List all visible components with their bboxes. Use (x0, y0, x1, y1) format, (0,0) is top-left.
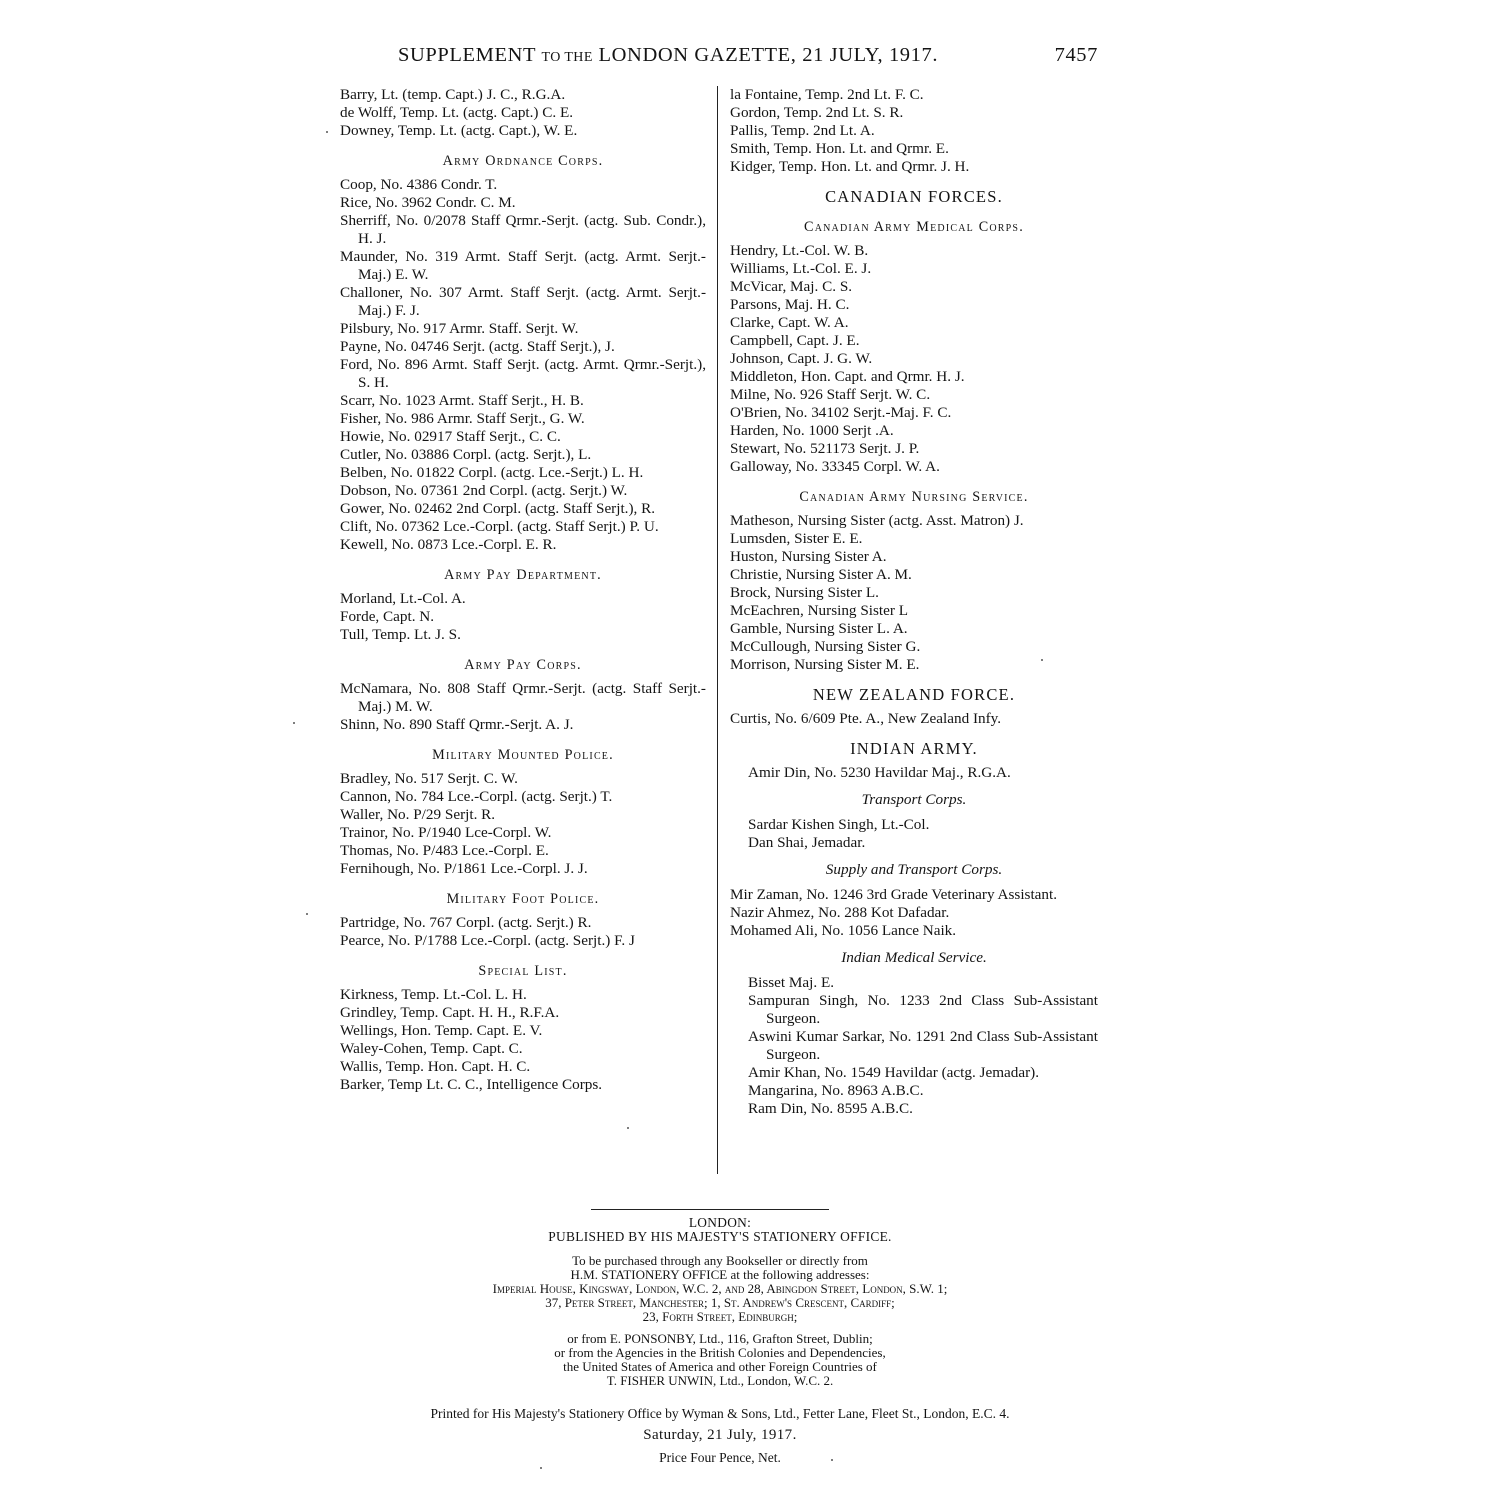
list-entry: Partridge, No. 767 Corpl. (actg. Serjt.) R. (340, 914, 592, 931)
list-entry: Kidger, Temp. Hon. Lt. and Qrmr. J. H. (730, 158, 970, 175)
list-entry: McNamara, No. 808 Staff Qrmr.-Serjt. (actg. Staff Serjt.-Maj.) M. W. (340, 680, 706, 715)
force-heading: INDIAN ARMY. (850, 739, 978, 758)
list-entry: Milne, No. 926 Staff Serjt. W. C. (730, 386, 931, 403)
imprint-publisher: PUBLISHED BY HIS MAJESTY'S STATIONERY OFFICE. (548, 1229, 892, 1244)
list-entry: Sardar Kishen Singh, Lt.-Col. (748, 816, 930, 833)
list-entry: Sherriff, No. 0/2078 Staff Qrmr.-Serjt. (actg. Sub. Condr.), H. J. (340, 212, 706, 247)
list-entry: Mohamed Ali, No. 1056 Lance Naik. (730, 922, 957, 939)
imprint-alternative: T. FISHER UNWIN, Ltd., London, W.C. 2. (606, 1373, 834, 1388)
list-entry: Cannon, No. 784 Lce.-Corpl. (actg. Serjt.) T. (340, 788, 613, 805)
list-entry: Bradley, No. 517 Serjt. C. W. (340, 770, 518, 787)
list-entry: Sampuran Singh, No. 1233 2nd Class Sub-Assistant Surgeon. (748, 992, 1098, 1027)
page-number: 7457 (1054, 44, 1098, 66)
imprint-purchase-line: H.M. STATIONERY OFFICE at the following addresses: (570, 1267, 870, 1282)
list-entry: McEachren, Nursing Sister L (730, 602, 908, 619)
publisher-imprint (330, 1216, 1110, 1388)
list-entry: Campbell, Capt. J. E. (730, 332, 860, 349)
issue-date: Saturday, 21 July, 1917. (643, 1427, 797, 1443)
page-header (398, 44, 1098, 67)
imprint-purchase-line: To be purchased through any Bookseller or directly from (572, 1253, 868, 1268)
list-entry: Mir Zaman, No. 1246 3rd Grade Veterinary Assistant. (730, 886, 1058, 903)
list-entry: Coop, No. 4386 Condr. T. (340, 176, 498, 193)
section-heading: Canadian Army Medical Corps. (804, 219, 1024, 235)
list-entry: Galloway, No. 33345 Corpl. W. A. (730, 458, 940, 475)
subsection-heading: Transport Corps. (861, 791, 967, 808)
list-entry: Williams, Lt.-Col. E. J. (730, 260, 872, 277)
imprint-alternative: or from the Agencies in the British Colonies and Dependencies, (554, 1345, 886, 1360)
list-entry: Huston, Nursing Sister A. (730, 548, 887, 565)
list-entry: Fernihough, No. P/1861 Lce.-Corpl. J. J. (340, 860, 588, 877)
list-entry: Gower, No. 02462 2nd Corpl. (actg. Staff Serjt.), R. (340, 500, 656, 517)
footer-rule (591, 1209, 829, 1210)
list-entry: Gordon, Temp. 2nd Lt. S. R. (730, 104, 904, 121)
section-heading: Military Mounted Police. (432, 747, 614, 763)
section-heading: Army Pay Department. (444, 567, 602, 583)
price-line: Price Four Pence, Net. (659, 1450, 781, 1465)
imprint-address: 23, Forth Street, Edinburgh; (642, 1309, 798, 1324)
list-entry: Matheson, Nursing Sister (actg. Asst. Matron) J. (730, 512, 1024, 529)
list-entry: de Wolff, Temp. Lt. (actg. Capt.) C. E. (340, 104, 574, 121)
force-heading: NEW ZEALAND FORCE. (812, 685, 1016, 704)
imprint-alternative: the United States of America and other Foreign Countries of (563, 1359, 877, 1374)
list-entry: Wellings, Hon. Temp. Capt. E. V. (340, 1022, 543, 1039)
list-entry: Ford, No. 896 Armt. Staff Serjt. (actg. Armt. Qrmr.-Serjt.), S. H. (340, 356, 706, 391)
list-entry: Aswini Kumar Sarkar, No. 1291 2nd Class Sub-Assistant Surgeon. (748, 1028, 1098, 1063)
list-entry: la Fontaine, Temp. 2nd Lt. F. C. (730, 86, 924, 103)
list-entry: Rice, No. 3962 Condr. C. M. (340, 194, 516, 211)
list-entry: Bisset Maj. E. (748, 974, 835, 991)
list-entry: Waley-Cohen, Temp. Capt. C. (340, 1040, 523, 1057)
section-heading: Military Foot Police. (446, 891, 600, 907)
list-entry: Harden, No. 1000 Serjt .A. (730, 422, 894, 439)
list-entry: Brock, Nursing Sister L. (730, 584, 879, 601)
list-entry: Forde, Capt. N. (340, 608, 435, 625)
list-entry: Pearce, No. P/1788 Lce.-Corpl. (actg. Serjt.) F. J (340, 932, 635, 949)
list-entry: Wallis, Temp. Hon. Capt. H. C. (340, 1058, 531, 1075)
list-entry: Challoner, No. 307 Armt. Staff Serjt. (actg. Armt. Serjt.-Maj.) F. J. (340, 284, 706, 319)
list-entry: Cutler, No. 03886 Corpl. (actg. Serjt.), L. (340, 446, 592, 463)
left-column (340, 86, 706, 1094)
list-entry: Clarke, Capt. W. A. (730, 314, 849, 331)
list-entry: Lumsden, Sister E. E. (730, 530, 863, 547)
list-entry: Dobson, No. 07361 2nd Corpl. (actg. Serjt.) W. (340, 482, 628, 499)
list-entry: Trainor, No. P/1940 Lce-Corpl. W. (340, 824, 552, 841)
list-entry: Belben, No. 01822 Corpl. (actg. Lce.-Serjt.) L. H. (340, 464, 644, 481)
list-entry: Maunder, No. 319 Armt. Staff Serjt. (actg. Armt. Serjt.-Maj.) E. W. (340, 248, 706, 283)
list-entry: Dan Shai, Jemadar. (748, 834, 866, 851)
list-entry: Howie, No. 02917 Staff Serjt., C. C. (340, 428, 561, 445)
list-entry: Kewell, No. 0873 Lce.-Corpl. E. R. (340, 536, 557, 553)
list-entry: Tull, Temp. Lt. J. S. (340, 626, 461, 643)
list-entry: Mangarina, No. 8963 A.B.C. (748, 1082, 924, 1099)
list-entry: Barry, Lt. (temp. Capt.) J. C., R.G.A. (340, 86, 566, 103)
list-entry: Pilsbury, No. 917 Armr. Staff. Serjt. W. (340, 320, 579, 337)
list-entry: Smith, Temp. Hon. Lt. and Qrmr. E. (730, 140, 949, 157)
list-entry: Gamble, Nursing Sister L. A. (730, 620, 908, 637)
list-entry: Shinn, No. 890 Staff Qrmr.-Serjt. A. J. (340, 716, 574, 733)
list-entry: Waller, No. P/29 Serjt. R. (340, 806, 496, 823)
list-entry: McVicar, Maj. C. S. (730, 278, 853, 295)
list-entry: Morland, Lt.-Col. A. (340, 590, 466, 607)
list-entry: O'Brien, No. 34102 Serjt.-Maj. F. C. (730, 404, 952, 421)
list-entry: Parsons, Maj. H. C. (730, 296, 850, 313)
list-entry: Christie, Nursing Sister A. M. (730, 566, 912, 583)
list-entry: Barker, Temp Lt. C. C., Intelligence Corps. (340, 1076, 603, 1093)
subsection-heading: Supply and Transport Corps. (825, 861, 1003, 878)
imprint-address: Imperial House, Kingsway, London, W.C. 2, and 28, Abingdon Street, London, S.W. 1; (492, 1281, 948, 1296)
printer-line: Printed for His Majesty's Stationery Office by Wyman & Sons, Ltd., Fetter Lane, Fleet St., London, E.C. 4. (430, 1406, 1010, 1421)
list-entry: Kirkness, Temp. Lt.-Col. L. H. (340, 986, 527, 1003)
list-entry: Nazir Ahmez, No. 288 Kot Dafadar. (730, 904, 950, 921)
list-entry: Hendry, Lt.-Col. W. B. (730, 242, 869, 259)
list-entry: Morrison, Nursing Sister M. E. (730, 656, 920, 673)
list-entry: McCullough, Nursing Sister G. (730, 638, 921, 655)
header-title-part: LONDON GAZETTE, 21 JULY, 1917. (598, 44, 939, 66)
section-heading: Canadian Army Nursing Service. (799, 489, 1029, 505)
list-entry: Scarr, No. 1023 Armt. Staff Serjt., H. B. (340, 392, 584, 409)
list-entry: Middleton, Hon. Capt. and Qrmr. H. J. (730, 368, 965, 385)
section-heading: Special List. (478, 963, 568, 979)
list-entry: Clift, No. 07362 Lce.-Corpl. (actg. Staff Serjt.) P. U. (340, 518, 659, 535)
right-column (730, 86, 1098, 1118)
list-entry: Downey, Temp. Lt. (actg. Capt.), W. E. (340, 122, 578, 139)
list-entry: Ram Din, No. 8595 A.B.C. (748, 1100, 913, 1117)
list-entry: Fisher, No. 986 Armr. Staff Serjt., G. W. (340, 410, 585, 427)
force-heading: CANADIAN FORCES. (825, 187, 1003, 206)
list-entry: Amir Khan, No. 1549 Havildar (actg. Jemadar). (748, 1064, 1040, 1081)
list-entry: Payne, No. 04746 Serjt. (actg. Staff Serjt.), J. (340, 338, 615, 355)
subsection-heading: Indian Medical Service. (841, 949, 987, 966)
section-heading: Army Ordnance Corps. (442, 153, 604, 169)
column-divider (717, 86, 718, 1174)
list-entry: Johnson, Capt. J. G. W. (730, 350, 873, 367)
list-entry: Curtis, No. 6/609 Pte. A., New Zealand Infy. (730, 710, 1002, 727)
header-title-part: SUPPLEMENT (398, 44, 536, 66)
list-entry: Amir Din, No. 5230 Havildar Maj., R.G.A. (748, 764, 1011, 781)
imprint-city: LONDON: (688, 1215, 752, 1230)
list-entry: Grindley, Temp. Capt. H. H., R.F.A. (340, 1004, 560, 1021)
list-entry: Pallis, Temp. 2nd Lt. A. (730, 122, 875, 139)
list-entry: Stewart, No. 521173 Serjt. J. P. (730, 440, 920, 457)
section-heading: Army Pay Corps. (464, 657, 582, 673)
imprint-alternative: or from E. PONSONBY, Ltd., 116, Grafton Street, Dublin; (567, 1331, 873, 1346)
imprint-address: 37, Peter Street, Manchester; 1, St. Andrew's Crescent, Cardiff; (545, 1295, 895, 1310)
header-title-connector: TO THE (541, 50, 593, 65)
list-entry: Thomas, No. P/483 Lce.-Corpl. E. (340, 842, 549, 859)
